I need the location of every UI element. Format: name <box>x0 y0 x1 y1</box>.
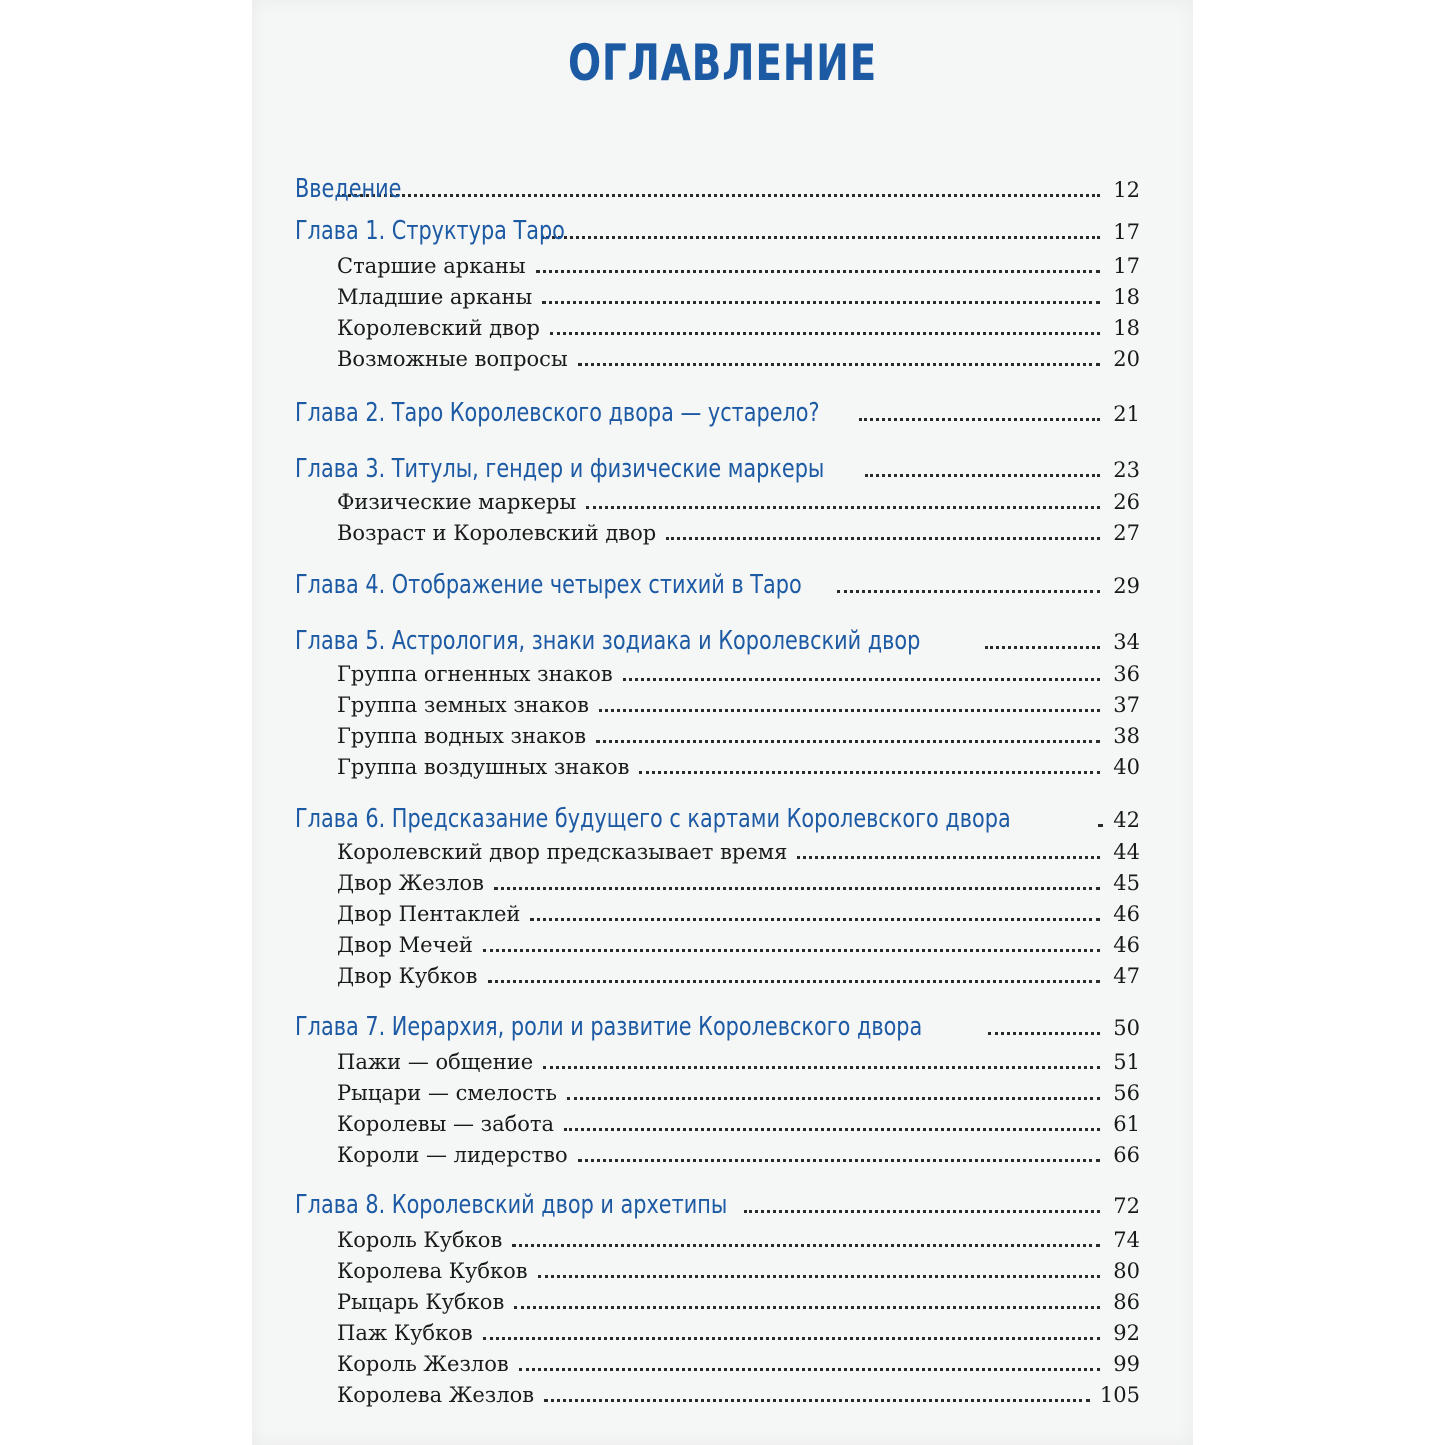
toc-entry-label: Группа огненных знаков <box>337 662 613 686</box>
toc-page-number: 18 <box>1113 316 1140 340</box>
toc-section-entry <box>337 347 1140 371</box>
toc-entry-label: Паж Кубков <box>337 1321 473 1345</box>
dot-leader <box>1098 824 1100 827</box>
toc-page-number: 40 <box>1113 755 1140 779</box>
toc-page-number: 46 <box>1113 933 1140 957</box>
toc-chapter-entry <box>295 804 1140 834</box>
dot-leader <box>666 537 1100 540</box>
dot-leader <box>488 980 1101 983</box>
toc-section-entry <box>337 755 1140 779</box>
dot-leader <box>859 418 1100 421</box>
toc-chapter-entry <box>295 454 1140 484</box>
dot-leader <box>578 1159 1100 1162</box>
toc-entry-label: Группа воздушных знаков <box>337 755 630 779</box>
toc-chapter-entry <box>295 1012 1140 1042</box>
toc-entry-label: Глава 2. Таро Королевского двора — устарело? <box>295 398 820 428</box>
dot-leader <box>837 590 1100 593</box>
toc-page-number: 26 <box>1113 490 1140 514</box>
dot-leader <box>538 1275 1100 1278</box>
toc-page-number: 86 <box>1113 1290 1140 1314</box>
toc-section-entry <box>337 490 1140 514</box>
toc-page-number: 37 <box>1113 693 1140 717</box>
toc-entry-label: Двор Пентаклей <box>337 902 521 926</box>
toc-page-number: 72 <box>1113 1194 1140 1218</box>
dot-leader <box>543 1066 1100 1069</box>
toc-section-entry <box>337 933 1140 957</box>
dot-leader <box>536 270 1100 273</box>
dot-leader <box>586 506 1100 509</box>
dot-leader <box>483 949 1100 952</box>
dot-leader <box>519 1368 1100 1371</box>
toc-entry-label: Королевский двор <box>337 316 540 340</box>
toc-section-entry <box>337 1050 1140 1074</box>
dot-leader <box>985 646 1100 649</box>
dot-leader <box>483 1337 1100 1340</box>
toc-page-number: 17 <box>1113 220 1140 244</box>
toc-page-number: 46 <box>1113 902 1140 926</box>
toc-section-entry <box>337 871 1140 895</box>
toc-section-entry <box>337 285 1140 309</box>
toc-section-entry <box>337 1352 1140 1376</box>
dot-leader <box>564 1128 1100 1131</box>
toc-page-number: 38 <box>1113 724 1140 748</box>
toc-page-number: 42 <box>1113 808 1140 832</box>
dot-leader <box>567 1097 1100 1100</box>
dot-leader <box>865 474 1100 477</box>
toc-chapter-entry <box>295 570 1140 600</box>
toc-section-entry <box>337 521 1140 545</box>
dot-leader <box>494 887 1100 890</box>
toc-entry-label: Пажи — общение <box>337 1050 534 1074</box>
toc-entry-label: Введение <box>295 174 402 204</box>
toc-page-number: 66 <box>1113 1143 1140 1167</box>
toc-entry-label: Группа земных знаков <box>337 693 589 717</box>
toc-page-number: 105 <box>1099 1383 1140 1407</box>
dot-leader <box>514 1306 1100 1309</box>
toc-chapter-entry <box>295 1190 1140 1220</box>
toc-section-entry <box>337 902 1140 926</box>
toc-entry-label: Глава 4. Отображение четырех стихий в Таро <box>295 570 802 600</box>
toc-page-number: 50 <box>1113 1016 1140 1040</box>
toc-section-entry <box>337 662 1140 686</box>
toc-page-number: 27 <box>1113 521 1140 545</box>
toc-entry-label: Рыцарь Кубков <box>337 1290 505 1314</box>
dot-leader <box>623 678 1100 681</box>
toc-page-number: 12 <box>1113 178 1140 202</box>
toc-entry-label: Короли — лидерство <box>337 1143 568 1167</box>
dot-leader <box>530 918 1100 921</box>
toc-entry-label: Глава 5. Астрология, знаки зодиака и Королевский двор <box>295 626 921 656</box>
dot-leader <box>542 301 1100 304</box>
toc-page-number: 34 <box>1113 630 1140 654</box>
toc-entry-label: Младшие арканы <box>337 285 533 309</box>
toc-page-number: 23 <box>1113 458 1140 482</box>
toc-page-number: 36 <box>1113 662 1140 686</box>
toc-section-entry <box>337 1383 1140 1407</box>
toc-entry-label: Король Кубков <box>337 1228 503 1252</box>
toc-chapter-entry <box>295 216 1140 246</box>
toc-page-number: 74 <box>1113 1228 1140 1252</box>
toc-entry-label: Группа водных знаков <box>337 724 587 748</box>
toc-chapter-entry <box>295 626 1140 656</box>
book-page <box>252 0 1193 1445</box>
toc-page-number: 47 <box>1113 964 1140 988</box>
toc-section-entry <box>337 1321 1140 1345</box>
toc-section-entry <box>337 724 1140 748</box>
toc-page-number: 61 <box>1113 1112 1140 1136</box>
toc-section-entry <box>337 840 1140 864</box>
toc-section-entry <box>337 1081 1140 1105</box>
dot-leader <box>744 1210 1100 1213</box>
toc-page-number: 92 <box>1113 1321 1140 1345</box>
toc-entry-label: Двор Мечей <box>337 933 473 957</box>
toc-entry-label: Рыцари — смелость <box>337 1081 557 1105</box>
toc-entry-label: Королева Кубков <box>337 1259 528 1283</box>
toc-page-number: 51 <box>1113 1050 1140 1074</box>
toc-entry-label: Глава 6. Предсказание будущего с картами Королевского двора <box>295 804 1011 834</box>
toc-entry-label: Глава 7. Иерархия, роли и развитие Королевского двора <box>295 1012 923 1042</box>
dot-leader <box>988 1032 1100 1035</box>
toc-page-number: 29 <box>1113 574 1140 598</box>
toc-section-entry <box>337 1112 1140 1136</box>
toc-section-entry <box>337 1290 1140 1314</box>
toc-page-number: 99 <box>1113 1352 1140 1376</box>
dot-leader <box>639 771 1100 774</box>
dot-leader <box>599 709 1100 712</box>
page-title: ОГЛАВЛЕНИЕ <box>567 34 878 92</box>
toc-entry-label: Двор Кубков <box>337 964 478 988</box>
toc-page-number: 21 <box>1113 402 1140 426</box>
toc-section-entry <box>337 316 1140 340</box>
toc-page-number: 18 <box>1113 285 1140 309</box>
toc-entry-label: Глава 1. Структура Таро <box>295 216 565 246</box>
dot-leader <box>797 856 1100 859</box>
toc-entry-label: Старшие арканы <box>337 254 526 278</box>
toc-page-number: 56 <box>1113 1081 1140 1105</box>
toc-section-entry <box>337 1143 1140 1167</box>
toc-entry-label: Возможные вопросы <box>337 347 568 371</box>
toc-chapter-entry <box>295 398 1140 428</box>
toc-page-number: 17 <box>1113 254 1140 278</box>
toc-page-number: 20 <box>1113 347 1140 371</box>
toc-entry-label: Королева Жезлов <box>337 1383 535 1407</box>
toc-section-entry <box>337 1259 1140 1283</box>
toc-entry-label: Король Жезлов <box>337 1352 509 1376</box>
toc-section-entry <box>337 693 1140 717</box>
toc-entry-label: Глава 3. Титулы, гендер и физические маркеры <box>295 454 825 484</box>
dot-leader <box>512 1244 1100 1247</box>
toc-entry-label: Возраст и Королевский двор <box>337 521 657 545</box>
toc-entry-label: Королевский двор предсказывает время <box>337 840 788 864</box>
toc-entry-label: Королевы — забота <box>337 1112 555 1136</box>
dot-leader <box>550 332 1100 335</box>
dot-leader <box>578 363 1100 366</box>
toc-entry-label: Двор Жезлов <box>337 871 484 895</box>
toc-section-entry <box>337 964 1140 988</box>
dot-leader <box>544 1399 1090 1402</box>
toc-section-entry <box>337 254 1140 278</box>
toc-page-number: 44 <box>1113 840 1140 864</box>
dot-leader <box>337 194 1100 197</box>
table-of-contents <box>252 0 1193 1445</box>
toc-page-number: 80 <box>1113 1259 1140 1283</box>
dot-leader <box>541 236 1100 239</box>
dot-leader <box>596 740 1100 743</box>
toc-page-number: 45 <box>1113 871 1140 895</box>
toc-chapter-entry <box>295 174 1140 204</box>
toc-entry-label: Физические маркеры <box>337 490 577 514</box>
toc-section-entry <box>337 1228 1140 1252</box>
toc-entry-label: Глава 8. Королевский двор и архетипы <box>295 1190 728 1220</box>
